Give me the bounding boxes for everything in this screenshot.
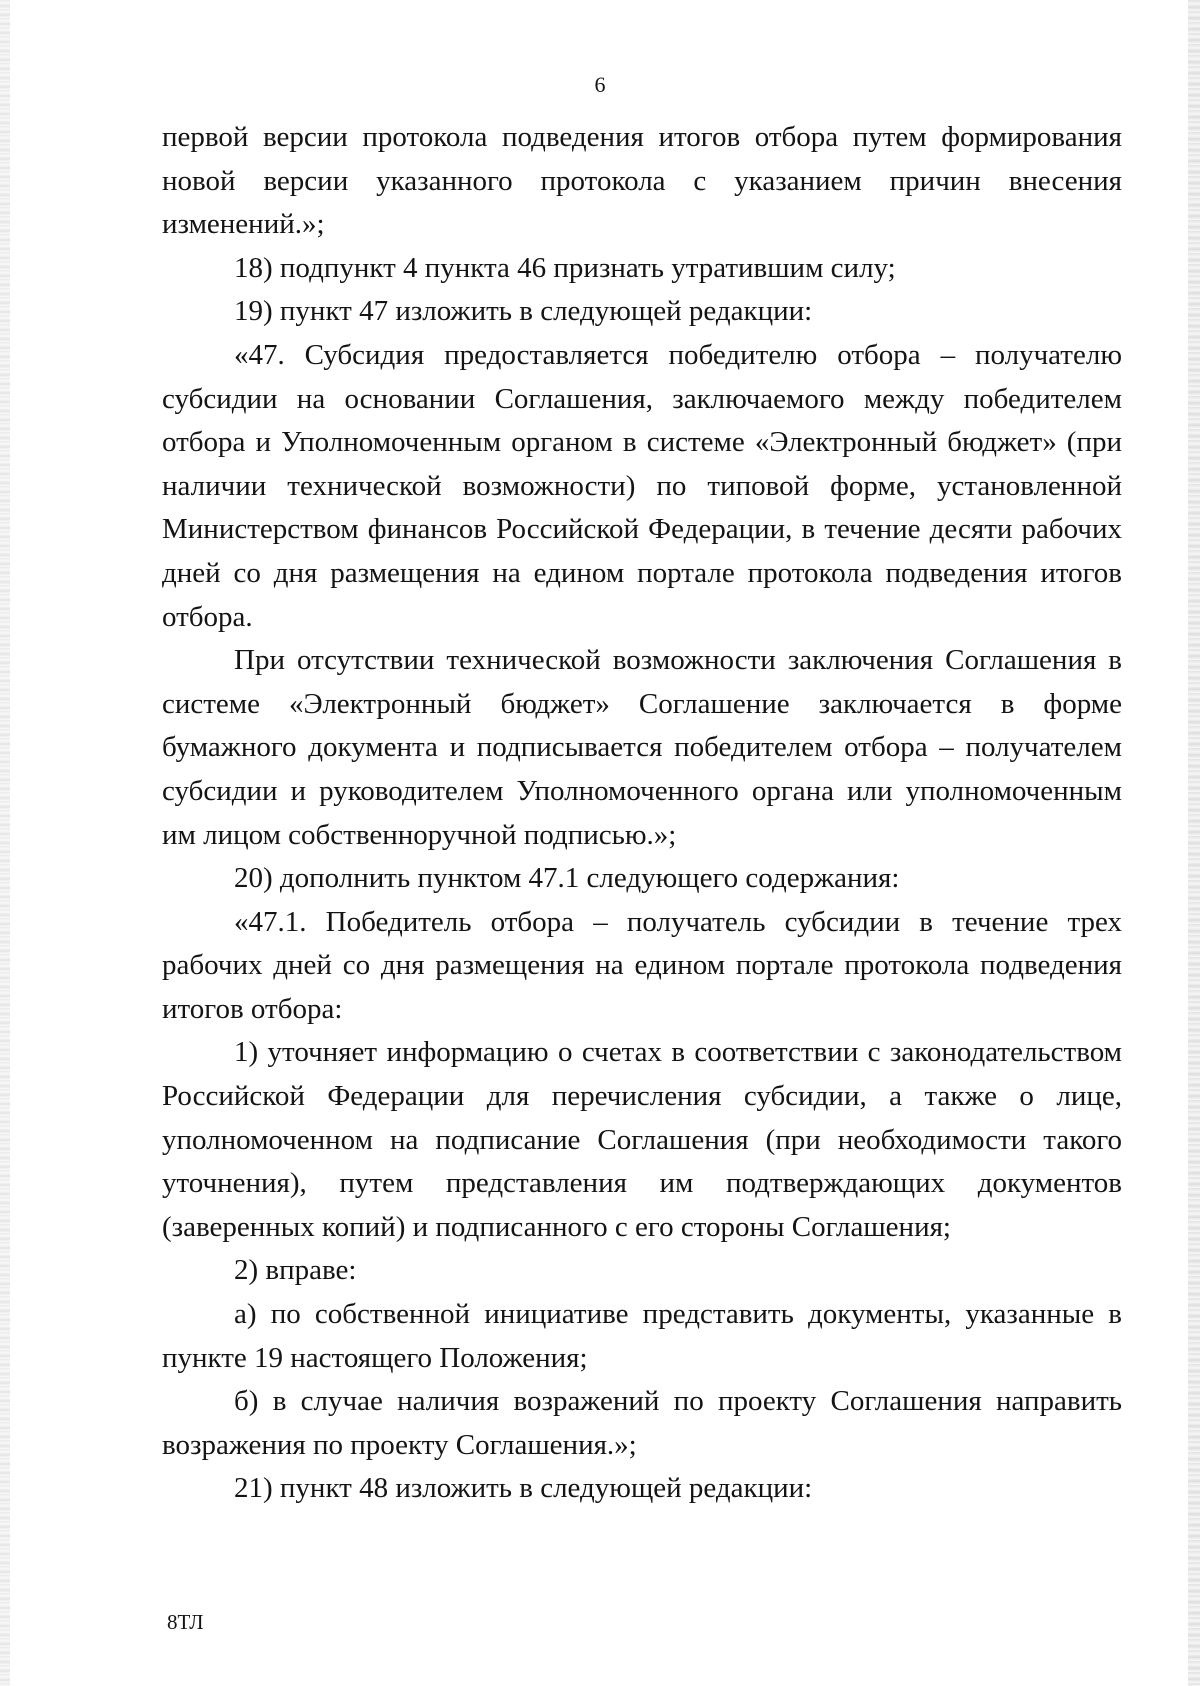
- paragraph-clause-47: «47. Субсидия предоставляется победителю отбора – получателю субсидии на основании Соглашения, заключаемого между победителем отбора и Уполномоченным органом в системе «Электронный бюджет» (при наличии технической возможности) по типовой форме, установленной Министерством финансов Российской Федерации, в течение десяти рабочих дней со дня размещения на едином портале протокола подведения итогов отбора.: [162, 338, 1122, 633]
- document-body: [162, 116, 1122, 1511]
- scan-edge-left: [0, 0, 10, 1686]
- paragraph-subitem-1: 1) уточняет информацию о счетах в соответствии с законодательством Российской Федерации для перечисления субсидии, а также о лице, уполномоченном на подписание Соглашения (при необходимости такого уточнения), путем представления им подтверждающих документов (заверенных копий) и подписанного с его стороны Соглашения;: [162, 1036, 1122, 1243]
- paragraph-item-19: 19) пункт 47 изложить в следующей редакции:: [234, 295, 813, 328]
- scan-edge-right: [1188, 0, 1200, 1686]
- paragraph-subitem-a: а) по собственной инициативе представить документы, указанные в пункте 19 настоящего Положения;: [162, 1298, 1122, 1374]
- footer-code: 8ТЛ: [167, 1610, 204, 1634]
- page-number: 6: [594, 72, 606, 97]
- paragraph-clause-47-1: «47.1. Победитель отбора – получатель субсидии в течение трех рабочих дней со дня размещения на едином портале протокола подведения итогов отбора:: [162, 905, 1122, 1025]
- paragraph-continuation: первой версии протокола подведения итогов отбора путем формирования новой версии указанного протокола с указанием причин внесения изменений.»;: [162, 121, 1122, 241]
- paragraph-item-18: 18) подпункт 4 пункта 46 признать утратившим силу;: [234, 251, 896, 284]
- paragraph-subitem-b: б) в случае наличия возражений по проекту Соглашения направить возражения по проекту Соглашения.»;: [162, 1385, 1122, 1461]
- paragraph-clause-47-part-2: При отсутствии технической возможности заключения Соглашения в системе «Электронный бюджет» Соглашение заключается в форме бумажного документа и подписывается победителем отбора – получателем субсидии и руководителем Уполномоченного органа или уполномоченным им лицом собственноручной подписью.»;: [162, 644, 1122, 851]
- paragraph-item-20: 20) дополнить пунктом 47.1 следующего содержания:: [234, 862, 900, 895]
- paragraph-item-21: 21) пункт 48 изложить в следующей редакции:: [234, 1472, 813, 1505]
- paragraph-subitem-2: 2) вправе:: [234, 1254, 357, 1287]
